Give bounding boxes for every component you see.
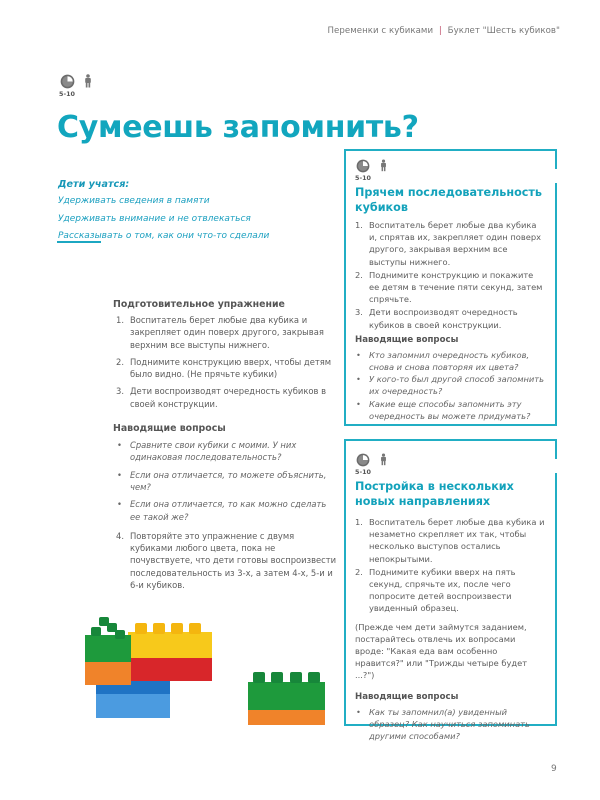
questions-heading: Наводящие вопросы: [113, 423, 226, 435]
step-number: 4.: [116, 530, 124, 541]
age-range: 5-10: [355, 174, 371, 182]
questions-heading: Наводящие вопросы: [355, 334, 459, 345]
clock-icon: [60, 74, 75, 89]
age-range: 5-10: [59, 90, 75, 98]
header-separator: |: [438, 26, 442, 36]
question-item: [355, 349, 546, 373]
learning-goal: Удерживать сведения в памяти: [58, 196, 210, 206]
step-text: Поднимите конструкцию вверх, чтобы детям было видно. (Не прячьте кубики): [130, 356, 332, 380]
question-text: Если она отличается, то можете объяснить, чем?: [130, 469, 327, 492]
step-text: Воспитатель берет любые два кубика и, спрятав их, закрепляет один поверх другого, закрывая верхним все выступы нижнего.: [369, 220, 542, 267]
step-number: 1.: [355, 517, 363, 527]
prep-exercise: [113, 299, 338, 596]
step-item: [355, 306, 546, 330]
question-item: [113, 498, 338, 523]
question-item: [355, 373, 546, 397]
prep-step-4: [113, 530, 338, 591]
bullet: •: [117, 499, 122, 510]
bullet: •: [356, 706, 361, 717]
question-text: Как ты запомнил(а) увиденный образец? Как научиться запоминать другими способами?: [369, 706, 530, 742]
page-title: Сумеешь запомнить?: [57, 110, 419, 145]
step-number: 2.: [355, 566, 363, 577]
learning-goals-heading: Дети учатся:: [58, 179, 130, 190]
activity-meta: [355, 453, 546, 476]
header-booklet: Буклет "Шесть кубиков": [447, 26, 560, 36]
child-icon: [84, 74, 92, 88]
step-text: Повторяйте это упражнение с двумя кубиками любого цвета, пока не почувствуете, что дети готовы воспроизвести последовательность из 3-х, а затем 4-х, 5-и и 6-и кубиков.: [130, 530, 337, 591]
bullet: •: [356, 398, 361, 409]
step-item: [113, 530, 338, 591]
box-title: Прячем последовательность кубиков: [355, 186, 542, 214]
step-item: [113, 314, 338, 351]
step-text: Поднимите кубики вверх на пять секунд, спрячьте их, после чего попросите детей воспроизвести увиденный образец.: [369, 566, 516, 614]
step-text: Дети воспроизводят очередность кубиков в своей конструкции.: [130, 386, 327, 409]
step-text: Поднимите конструкцию и покажите ее детям в течение пяти секунд, затем спрячьте.: [369, 269, 543, 305]
question-item: [113, 469, 338, 494]
clock-icon: [356, 159, 370, 173]
running-header: [328, 26, 560, 36]
box-steps: [355, 219, 546, 331]
step-item: [355, 269, 546, 306]
question-text: Сравните свои кубики с моими. У них одинаковая последовательность?: [130, 440, 297, 463]
step-number: 2.: [116, 356, 124, 367]
step-item: [355, 566, 546, 615]
prep-steps: [113, 314, 338, 410]
child-icon: [380, 159, 387, 172]
step-number: 3.: [116, 386, 124, 397]
header-section: Переменки с кубиками: [327, 26, 434, 36]
question-text: У кого-то был другой способ запомнить их очередность?: [369, 374, 544, 397]
clock-icon: [356, 453, 370, 467]
step-text: Дети воспроизводят очередность кубиков в своей конструкции.: [369, 307, 518, 330]
bullet: •: [117, 440, 122, 451]
question-item: [355, 398, 546, 422]
prep-heading: Подготовительное упражнение: [113, 299, 285, 310]
duplo-bricks-illustration: [85, 610, 335, 725]
question-item: [355, 706, 546, 743]
step-number: 1.: [116, 315, 124, 325]
page-number: 9: [551, 764, 557, 774]
step-text: Воспитатель берет любые два кубика и незаметно скрепляет их так, чтобы несколько выступов остались непокрытыми.: [369, 517, 545, 564]
step-item: [355, 219, 546, 268]
step-text: Воспитатель берет любые два кубика и закрепляет один поверх другого, закрывая верхним все выступы нижнего.: [130, 315, 324, 350]
questions-heading: Наводящие вопросы: [355, 691, 459, 702]
learning-goals: [58, 179, 269, 246]
activity-meta: [59, 74, 92, 98]
age-range: 5-10: [355, 468, 371, 476]
question-text: Если она отличается, то как можно сделать ее такой же?: [130, 499, 327, 522]
box-note: (Прежде чем дети займутся заданием, постарайтесь отвлечь их вопросами вроде: "Какая еда вам особенно нравится?" или "Трижды четыре будет ...?"): [355, 621, 528, 681]
bullet: •: [117, 469, 122, 480]
step-number: 3.: [355, 307, 363, 318]
learning-goal: Удерживать внимание и не отвлекаться: [58, 213, 251, 224]
bullet: •: [356, 349, 361, 360]
guiding-questions: [355, 349, 546, 422]
step-item: [113, 385, 338, 410]
box-steps: [355, 516, 546, 615]
question-text: Кто запомнил очередность кубиков, снова и снова повторяя их цвета?: [369, 349, 530, 373]
child-icon: [380, 453, 387, 466]
activity-box-hide-sequence: [344, 149, 557, 426]
step-number: 2.: [355, 269, 363, 280]
activity-box-new-directions: [344, 439, 557, 742]
step-item: [355, 516, 546, 565]
box-title: Постройка в нескольких новых направлениях: [355, 480, 514, 508]
divider: [57, 241, 101, 243]
question-text: Какие еще способы запомнить эту очередность вы можете придумать?: [369, 398, 531, 421]
step-number: 1.: [355, 220, 363, 230]
question-item: [113, 439, 338, 464]
step-item: [113, 356, 338, 381]
learning-goal: Рассказывать о том, как они что-то сделали: [58, 231, 270, 241]
guiding-questions: [355, 706, 546, 743]
activity-meta: [355, 159, 546, 182]
guiding-questions: [113, 439, 338, 523]
bullet: •: [356, 374, 361, 385]
